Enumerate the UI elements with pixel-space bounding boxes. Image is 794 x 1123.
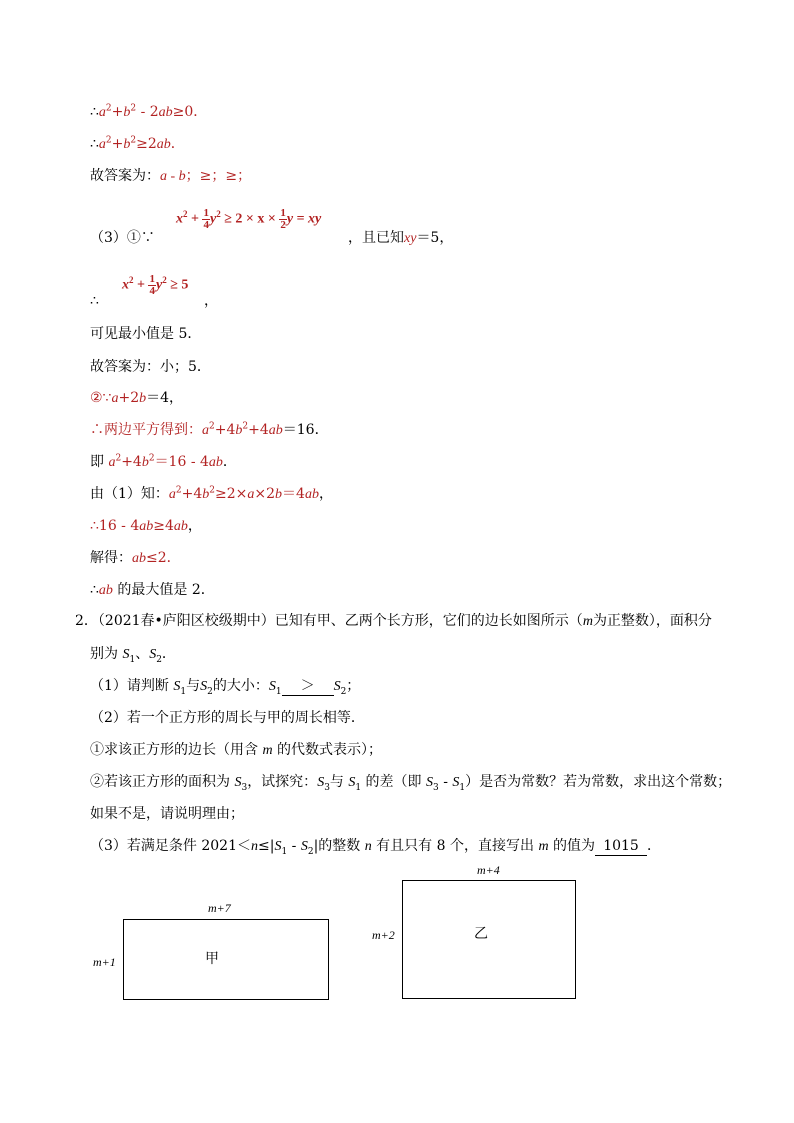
solution-line-7: 故答案为：小；5． — [90, 359, 211, 375]
inequality-formula-1: $x^2$ + $\frac{1}{4}$ $y^2 \ge 2 \times x$ × $\frac{1}{2}$ y = xy — [176, 207, 322, 231]
jia-side-dimension-label: m+1 — [93, 955, 116, 969]
solution-line-5-tail: ， — [204, 293, 218, 309]
solution-line-6: 可见最小值是 5． — [90, 326, 202, 342]
question-2-part-2b: ②若该正方形的面积为 $S_3$，试探究：$S_3$与 $S_1$ 的差（即 $S_3 - S_1$）是否为常数？若为常数，求出这个常数； — [90, 774, 732, 793]
solution-line-8: ②∵a+2b＝4， — [90, 390, 184, 406]
question-2-part-1: （1）请判断 $S_1$与$S_2$的大小：$S_1 > S_2$； — [90, 678, 361, 697]
solution-line-3: 故答案为：a - b；≥；≥； — [90, 168, 252, 184]
question-2-part-2a: ①求该正方形的边长（用含 m 的代数式表示）； — [90, 742, 383, 758]
solution-line-10: 即 $a^2+4b^2=16 - 4ab$． — [90, 453, 237, 470]
solution-line-4: （3）①∵ — [90, 230, 155, 246]
question-2-stem-line-2: 别为 $S_1$、$S_2$． — [90, 646, 176, 665]
question-2-part-2: （2）若一个正方形的周长与甲的周长相等． — [90, 710, 365, 726]
answer-blank-1: ＞ — [282, 677, 334, 696]
solution-line-1: $\therefore a^2+b^2 - 2ab\ge 0$． — [90, 103, 208, 120]
question-2-stem-line-1: 2．（2021春•庐阳区校级期中）已知有甲、乙两个长方形，它们的边长如图所示（m为正整数），面积分 — [75, 613, 712, 629]
solution-line-9: ∴两边平方得到：$a^2+4b^2+4ab=16$． — [90, 421, 329, 438]
rectangle-jia-label: 甲 — [205, 951, 219, 967]
rectangle-jia — [123, 919, 329, 1000]
answer-blank-2: 1015 — [595, 837, 647, 856]
question-2-part-2b-line-2: 如果不是，请说明理由； — [90, 806, 244, 822]
solution-line-12: ∴16 - 4ab≥4ab， — [90, 518, 202, 534]
solution-line-13: 解得：ab≤2． — [90, 550, 181, 566]
jia-top-dimension-label: m+7 — [208, 901, 231, 915]
question-2-part-3: （3）若满足条件 $2021<n\le|S_1 - S_2|$的整数 n 有且只有 8 个，直接写出 m 的值为 1015 ． — [90, 838, 662, 857]
solution-line-14: ∴ab 的最大值是 2． — [90, 582, 215, 598]
solution-line-4-tail: ，且已知xy＝5， — [348, 230, 454, 246]
yi-top-dimension-label: m+4 — [477, 863, 500, 877]
solution-line-5: ∴ — [90, 293, 99, 309]
solution-line-2: $\therefore a^2+b^2\ge 2ab$． — [90, 135, 185, 152]
solution-line-11: 由（1）知：$a^2+4b^2\ge 2\times a\times 2b=4ab$， — [90, 485, 333, 502]
rectangle-yi-label: 乙 — [474, 926, 488, 942]
yi-side-dimension-label: m+2 — [372, 928, 395, 942]
inequality-formula-2: $x^2$ + $\frac{1}{4}$ $y^2 \ge 5$ — [122, 273, 189, 297]
rectangle-yi — [402, 880, 576, 999]
